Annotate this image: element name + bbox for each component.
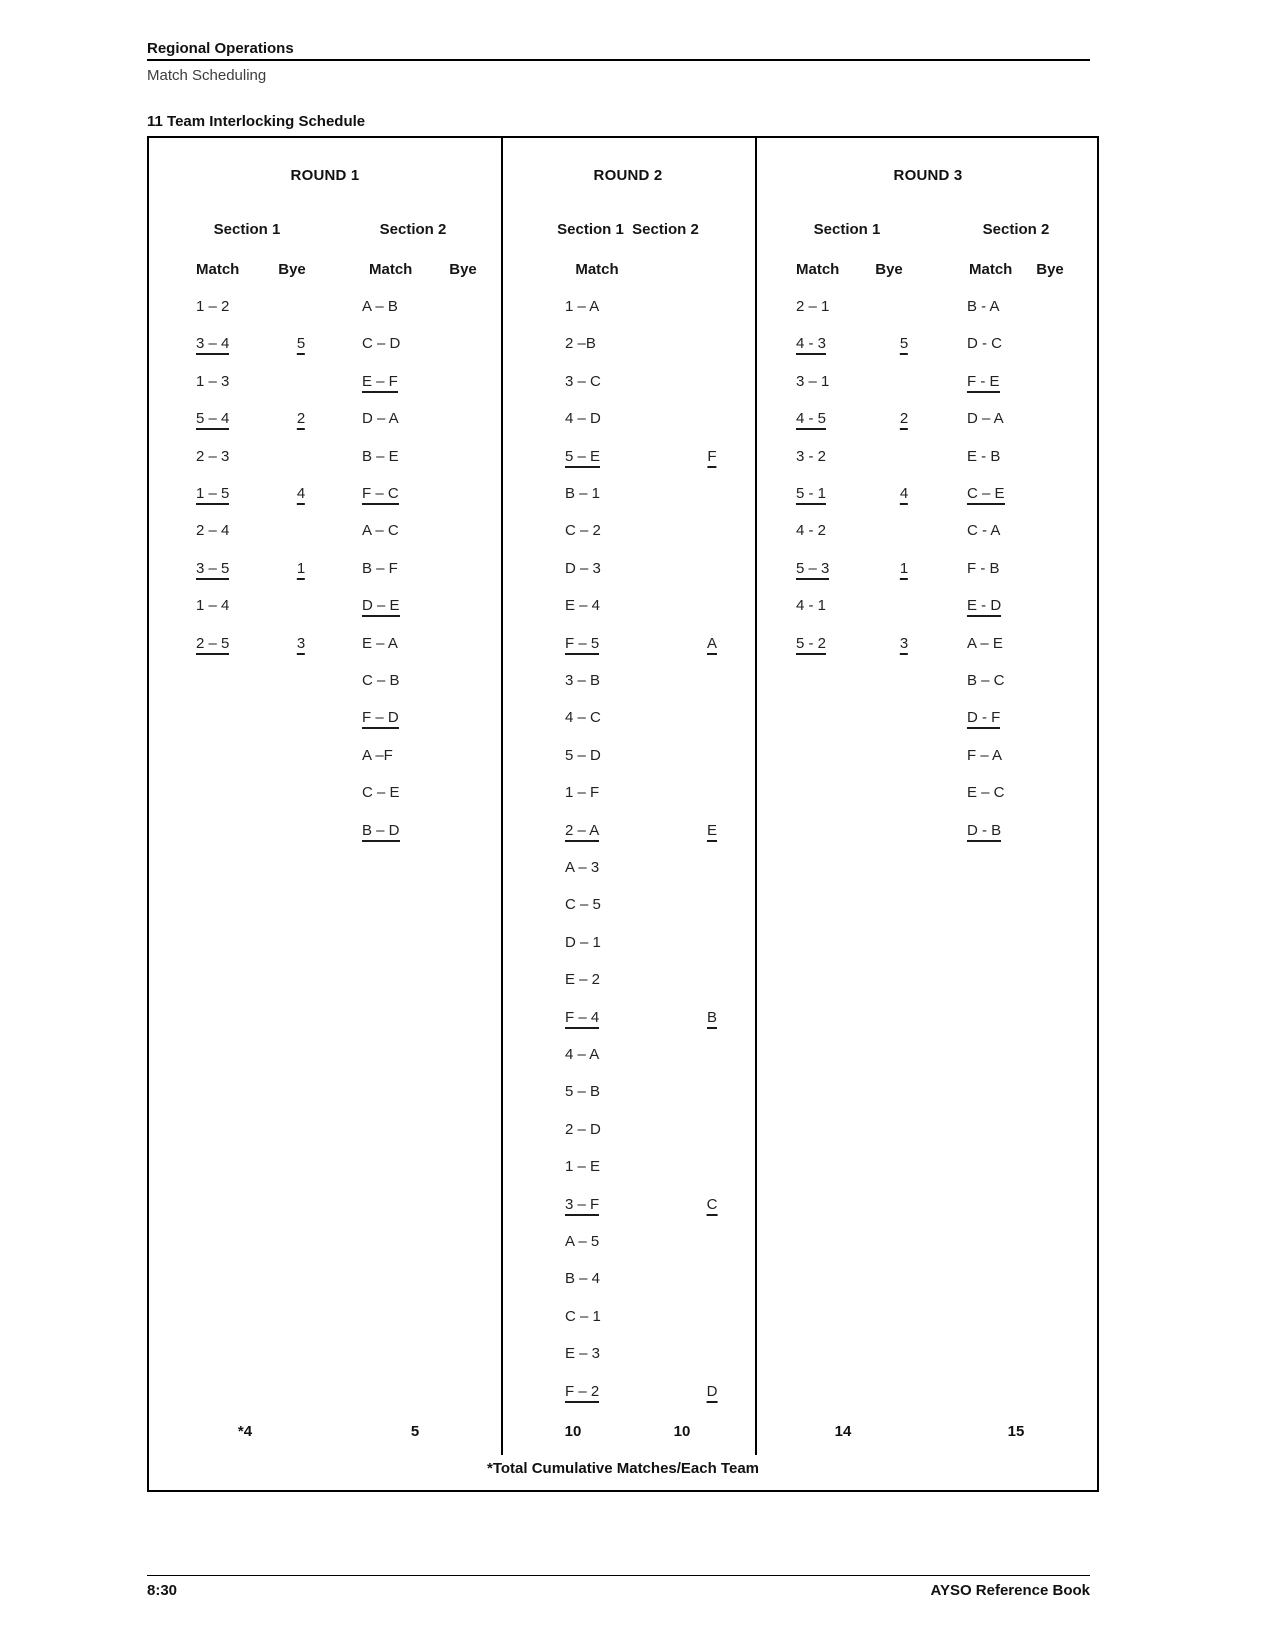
match-cell xyxy=(565,1045,599,1065)
match-pairing: C – 5 xyxy=(565,896,601,914)
match-pairing: 3 – 4 xyxy=(196,335,229,355)
bye-value: D xyxy=(707,1383,718,1403)
match-cell xyxy=(565,895,601,915)
doc-section-title: Regional Operations xyxy=(147,40,294,57)
bye-cell xyxy=(297,334,305,354)
match-cell xyxy=(967,334,1002,354)
match-pairing: F - E xyxy=(967,373,1000,393)
match-cell xyxy=(796,484,826,504)
round-1-match-header-2: Match xyxy=(369,261,413,278)
match-cell xyxy=(196,596,229,616)
round-1-title: ROUND 1 xyxy=(290,167,360,184)
match-cell xyxy=(196,484,229,504)
match-cell xyxy=(565,634,599,654)
match-cell xyxy=(565,559,601,579)
match-pairing: 5 – E xyxy=(565,448,600,468)
match-pairing: 3 – 1 xyxy=(796,372,830,390)
match-cell xyxy=(796,297,829,317)
match-cell xyxy=(565,1157,600,1177)
match-cell xyxy=(565,521,601,541)
match-cell xyxy=(967,447,1000,467)
bye-cell xyxy=(707,821,717,841)
match-cell xyxy=(196,334,229,354)
round-1-match-header-1: Match xyxy=(196,261,240,278)
match-cell xyxy=(362,484,399,504)
match-pairing: F - B xyxy=(967,559,1000,577)
match-pairing: B – F xyxy=(362,559,398,577)
match-pairing: 5 – D xyxy=(565,746,601,764)
bye-value: 3 xyxy=(900,635,908,655)
match-pairing: D – 1 xyxy=(565,933,601,951)
match-cell xyxy=(565,1269,600,1289)
match-pairing: 5 - 1 xyxy=(796,485,826,505)
match-pairing: D - B xyxy=(967,822,1001,842)
match-pairing: B – E xyxy=(362,447,399,465)
match-pairing: 1 – A xyxy=(565,298,600,315)
match-pairing: F – 4 xyxy=(565,1009,599,1029)
match-cell xyxy=(967,521,1000,541)
footer-page-time: 8:30 xyxy=(147,1582,178,1599)
match-pairing: A – 5 xyxy=(565,1233,600,1250)
match-cell xyxy=(362,671,400,691)
match-cell xyxy=(565,297,599,317)
match-pairing: 1 – 2 xyxy=(196,298,230,315)
doc-subsection-title: Match Scheduling xyxy=(147,67,267,84)
match-pairing: F – D xyxy=(362,709,399,729)
match-pairing: C – B xyxy=(362,672,400,689)
match-cell xyxy=(967,671,1005,691)
match-cell xyxy=(967,821,1001,841)
bye-value: F xyxy=(707,448,716,468)
match-cell xyxy=(565,596,600,616)
match-cell xyxy=(362,409,399,429)
match-cell xyxy=(565,671,600,691)
match-pairing: D – A xyxy=(362,410,399,428)
bye-value: 5 xyxy=(297,335,305,355)
header-rule xyxy=(147,59,1090,61)
round-2-match-header: Match xyxy=(575,261,619,278)
round-3-section-header-2: Section 2 xyxy=(982,221,1050,238)
match-cell xyxy=(362,708,399,728)
match-pairing: E – 2 xyxy=(565,971,601,989)
schedule-title: 11 Team Interlocking Schedule xyxy=(147,113,366,130)
match-pairing: B – 1 xyxy=(565,485,601,502)
match-cell xyxy=(565,447,600,467)
match-cell xyxy=(967,634,1003,654)
match-pairing: 3 – B xyxy=(565,672,601,689)
round-2-region xyxy=(501,138,755,1490)
match-cell xyxy=(196,372,229,392)
match-pairing: E - B xyxy=(967,447,1001,465)
match-pairing: 2 – A xyxy=(565,822,599,842)
match-pairing: E – A xyxy=(362,634,398,652)
match-pairing: 5 - 2 xyxy=(796,635,826,655)
bye-cell xyxy=(900,634,908,654)
round-3-bye-header-1: Bye xyxy=(875,261,903,278)
round-1-region xyxy=(149,138,501,1490)
match-cell xyxy=(362,447,399,467)
match-cell xyxy=(196,634,229,654)
bye-cell xyxy=(900,409,908,429)
match-cell xyxy=(796,521,826,541)
round-2-total-1: 10 xyxy=(564,1423,582,1440)
match-pairing: F – 5 xyxy=(565,635,599,655)
round-3-match-header-2: Match xyxy=(969,261,1013,278)
match-cell xyxy=(196,447,229,467)
match-cell xyxy=(565,933,601,953)
match-pairing: 2 – 1 xyxy=(796,298,830,315)
match-pairing: 2 – 3 xyxy=(196,447,230,465)
match-cell xyxy=(565,1344,600,1364)
match-pairing: C – E xyxy=(362,784,400,802)
match-pairing: F – A xyxy=(967,746,1003,764)
match-pairing: F – 2 xyxy=(565,1383,599,1403)
bye-value: B xyxy=(707,1009,717,1029)
match-cell xyxy=(196,409,229,429)
match-cell xyxy=(565,1120,601,1140)
match-cell xyxy=(967,708,1000,728)
match-cell xyxy=(565,783,599,803)
match-pairing: B – D xyxy=(362,822,400,842)
round-1-bye-header-1: Bye xyxy=(278,261,306,278)
match-cell xyxy=(565,970,600,990)
bye-cell xyxy=(707,1195,718,1215)
match-pairing: A – C xyxy=(362,522,399,540)
match-cell xyxy=(362,297,398,317)
round-1-total-1: *4 xyxy=(237,1423,253,1440)
schedule-table xyxy=(147,136,1099,1492)
round-3-match-header-1: Match xyxy=(796,261,840,278)
match-pairing: A – 3 xyxy=(565,859,600,876)
match-pairing: B - A xyxy=(967,298,1000,315)
match-pairing: B – C xyxy=(967,672,1005,689)
match-cell xyxy=(565,1195,599,1215)
match-pairing: 3 – F xyxy=(565,1196,599,1216)
match-pairing: 4 - 2 xyxy=(796,522,827,540)
match-cell xyxy=(362,334,400,354)
match-pairing: 2 – D xyxy=(565,1120,601,1138)
match-cell xyxy=(796,409,826,429)
bye-cell xyxy=(900,484,908,504)
match-cell xyxy=(796,634,826,654)
match-cell xyxy=(565,334,596,354)
match-cell xyxy=(967,596,1001,616)
match-cell xyxy=(362,596,400,616)
match-pairing: 2 – 5 xyxy=(196,635,229,655)
bye-cell xyxy=(900,334,908,354)
bye-value: 5 xyxy=(900,335,908,355)
round-1-section-header-2: Section 2 xyxy=(379,221,447,238)
round-3-bye-header-2: Bye xyxy=(1036,261,1064,278)
bye-value: 2 xyxy=(297,410,305,430)
match-pairing: C - A xyxy=(967,522,1001,540)
round-2-section-header-1: Section 1 Section 2 xyxy=(557,221,699,238)
match-pairing: E – F xyxy=(362,373,398,393)
bye-value: 3 xyxy=(297,635,305,655)
bye-value: C xyxy=(707,1196,718,1216)
match-pairing: 1 – 4 xyxy=(196,597,230,615)
round-3-title: ROUND 3 xyxy=(893,167,963,184)
match-cell xyxy=(565,1008,599,1028)
bye-value: 1 xyxy=(297,560,305,580)
bye-value: 1 xyxy=(900,560,908,580)
match-cell xyxy=(362,372,398,392)
match-cell xyxy=(565,1232,599,1252)
round-3-region xyxy=(755,138,1101,1490)
match-cell xyxy=(565,858,599,878)
round-3-total-1: 14 xyxy=(834,1423,852,1440)
match-pairing: A – E xyxy=(967,634,1003,652)
match-pairing: E - D xyxy=(967,597,1001,617)
match-cell xyxy=(967,484,1005,504)
match-pairing: D - C xyxy=(967,335,1002,353)
round-1-section-header-1: Section 1 xyxy=(213,221,281,238)
match-cell xyxy=(565,484,600,504)
match-pairing: 4 – C xyxy=(565,709,601,727)
match-cell xyxy=(967,559,1000,579)
match-cell xyxy=(565,372,601,392)
match-pairing: D - F xyxy=(967,709,1000,729)
match-cell xyxy=(796,596,826,616)
round-1-total-2: 5 xyxy=(410,1423,420,1440)
match-cell xyxy=(565,708,601,728)
match-pairing: D – 3 xyxy=(565,559,601,577)
round-3-total-2: 15 xyxy=(1007,1423,1025,1440)
match-pairing: 4 - 1 xyxy=(796,597,827,615)
match-cell xyxy=(967,297,1000,317)
match-cell xyxy=(796,559,829,579)
match-pairing: 5 – 4 xyxy=(196,410,229,430)
match-pairing: 3 - 2 xyxy=(796,447,827,465)
match-pairing: E – C xyxy=(967,784,1005,802)
match-pairing: 2 – 4 xyxy=(196,522,230,540)
match-pairing: 4 – D xyxy=(565,410,601,428)
match-pairing: F – C xyxy=(362,485,399,505)
match-cell xyxy=(362,521,399,541)
round-2-total-2: 10 xyxy=(673,1423,691,1440)
bye-value: E xyxy=(707,822,717,842)
match-pairing: 5 – 3 xyxy=(796,560,829,580)
bye-cell xyxy=(297,634,305,654)
match-pairing: D – A xyxy=(967,410,1004,428)
match-cell xyxy=(967,783,1005,803)
match-cell xyxy=(796,372,829,392)
match-cell xyxy=(565,409,601,429)
match-cell xyxy=(565,1307,601,1327)
footer-rule xyxy=(147,1575,1090,1576)
match-cell xyxy=(362,783,400,803)
match-pairing: C – 1 xyxy=(565,1307,601,1325)
match-cell xyxy=(362,821,400,841)
bye-cell xyxy=(707,634,717,654)
match-pairing: B – 4 xyxy=(565,1270,601,1288)
match-cell xyxy=(565,821,599,841)
match-cell xyxy=(565,746,601,766)
match-pairing: 1 – 5 xyxy=(196,485,229,505)
match-cell xyxy=(565,1382,599,1402)
match-pairing: 1 – 3 xyxy=(196,372,230,390)
match-cell xyxy=(196,559,229,579)
match-pairing: 3 – C xyxy=(565,372,601,390)
match-cell xyxy=(362,746,393,766)
round-3-section-header-1: Section 1 xyxy=(813,221,881,238)
match-pairing: C – 2 xyxy=(565,522,601,540)
match-pairing: E – 3 xyxy=(565,1345,601,1363)
footer-book-title: AYSO Reference Book xyxy=(930,1582,1090,1599)
match-cell xyxy=(967,746,1002,766)
bye-value: A xyxy=(707,635,717,655)
bye-cell xyxy=(900,559,908,579)
match-pairing: A –F xyxy=(362,746,393,764)
match-cell xyxy=(967,409,1004,429)
match-pairing: 4 - 3 xyxy=(796,335,826,355)
match-pairing: 3 – 5 xyxy=(196,560,229,580)
match-pairing: D – E xyxy=(362,597,400,617)
match-pairing: C – D xyxy=(362,335,401,353)
match-pairing: C – E xyxy=(967,485,1005,505)
match-pairing: E – 4 xyxy=(565,597,601,615)
bye-cell xyxy=(707,1382,718,1402)
match-pairing: 1 – F xyxy=(565,784,600,802)
match-cell xyxy=(362,634,398,654)
match-pairing: 4 - 5 xyxy=(796,410,826,430)
match-pairing: A – B xyxy=(362,298,398,315)
bye-value: 4 xyxy=(900,485,908,505)
match-cell xyxy=(796,334,826,354)
match-cell xyxy=(196,521,229,541)
round-1-bye-header-2: Bye xyxy=(449,261,477,278)
match-pairing: 1 – E xyxy=(565,1158,601,1176)
match-pairing: 4 – A xyxy=(565,1046,600,1063)
bye-cell xyxy=(297,409,305,429)
match-cell xyxy=(196,297,229,317)
match-cell xyxy=(967,372,1000,392)
match-cell xyxy=(565,1082,600,1102)
round-2-title: ROUND 2 xyxy=(593,167,663,184)
match-cell xyxy=(362,559,398,579)
match-pairing: 5 – B xyxy=(565,1083,601,1101)
bye-cell xyxy=(707,447,716,467)
bye-cell xyxy=(707,1008,717,1028)
table-footnote: *Total Cumulative Matches/Each Team xyxy=(486,1460,760,1477)
bye-cell xyxy=(297,559,305,579)
match-pairing: 2 –B xyxy=(565,335,596,353)
bye-value: 4 xyxy=(297,485,305,505)
bye-value: 2 xyxy=(900,410,908,430)
bye-cell xyxy=(297,484,305,504)
match-cell xyxy=(796,447,826,467)
